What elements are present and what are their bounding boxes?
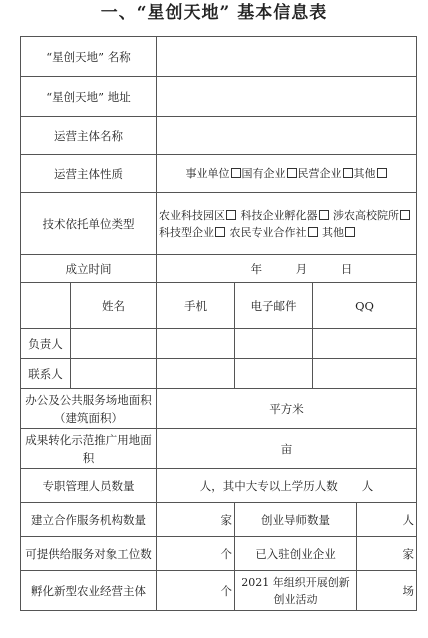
contact-person-phone[interactable]: [157, 359, 235, 389]
header-qq: QQ: [313, 283, 417, 329]
partner-label: 建立合作服务机构数量: [21, 503, 157, 537]
operator-nature-label: 运营主体性质: [21, 155, 157, 193]
page-title: 一、“星创天地” 基本信息表: [100, 3, 328, 23]
option-agri-park: 农业科技园区: [159, 208, 226, 222]
settled-label: 已入驻创业企业: [235, 537, 357, 571]
contact-person-qq[interactable]: [313, 359, 417, 389]
option-private: 民营企业: [297, 167, 342, 180]
founded-label: 成立时间: [21, 255, 157, 283]
checkbox[interactable]: [308, 227, 318, 237]
option-cooperative: 农民专业合作社: [229, 225, 307, 239]
staff-label: 专职管理人员数量: [21, 469, 157, 503]
checkbox[interactable]: [343, 168, 353, 178]
workstation-unit[interactable]: 个: [157, 537, 235, 571]
person-in-charge-label: 负责人: [21, 329, 71, 359]
blank-cell: [21, 283, 71, 329]
operator-name-label: 运营主体名称: [21, 117, 157, 155]
option-state-owned: 国有企业: [241, 167, 286, 180]
checkbox[interactable]: [231, 168, 241, 178]
staff-text: 人，其中大专以上学历人数: [199, 478, 338, 493]
contact-person-email[interactable]: [235, 359, 313, 389]
header-email: 电子邮件: [235, 283, 313, 329]
checkbox[interactable]: [377, 168, 387, 178]
checkbox[interactable]: [400, 210, 410, 220]
checkbox[interactable]: [319, 210, 329, 220]
address-field[interactable]: [157, 77, 417, 117]
staff-unit: 人: [361, 478, 374, 493]
option-other: 其他: [322, 225, 345, 239]
person-in-charge-name[interactable]: [71, 329, 157, 359]
day-unit: 日: [340, 261, 353, 276]
operator-name-field[interactable]: [157, 117, 417, 155]
info-table: [20, 36, 417, 611]
operator-nature-options: [157, 155, 417, 193]
incubated-label: 孵化新型农业经营主体: [21, 571, 157, 611]
month-unit: 月: [295, 261, 308, 276]
header-phone: 手机: [157, 283, 235, 329]
support-type-label: 技术依托单位类型: [21, 193, 157, 255]
workstation-label: 可提供给服务对象工位数: [21, 537, 157, 571]
demo-area-unit[interactable]: 亩: [157, 429, 417, 469]
support-type-options: [157, 193, 417, 255]
option-incubator: 科技企业孵化器: [240, 208, 318, 222]
name-field[interactable]: [157, 37, 417, 77]
demo-area-label: 成果转化示范推广用地面积: [21, 429, 157, 469]
address-label: “星创天地” 地址: [21, 77, 157, 117]
person-in-charge-qq[interactable]: [313, 329, 417, 359]
option-university: 涉农高校院所: [333, 208, 400, 222]
contact-person-label: 联系人: [21, 359, 71, 389]
year-unit: 年: [250, 261, 263, 276]
incubated-unit[interactable]: 个: [157, 571, 235, 611]
events-unit[interactable]: 场: [357, 571, 417, 611]
name-label: “星创天地” 名称: [21, 37, 157, 77]
staff-field[interactable]: [157, 469, 417, 503]
mentor-label: 创业导师数量: [235, 503, 357, 537]
office-area-label: 办公及公共服务场地面积（建筑面积）: [21, 389, 157, 429]
option-public-institution: 事业单位: [185, 167, 230, 180]
partner-unit[interactable]: 家: [157, 503, 235, 537]
checkbox[interactable]: [345, 227, 355, 237]
person-in-charge-email[interactable]: [235, 329, 313, 359]
header-name: 姓名: [71, 283, 157, 329]
contact-person-name[interactable]: [71, 359, 157, 389]
events-label: 2021 年组织开展创新创业活动: [235, 571, 357, 611]
person-in-charge-phone[interactable]: [157, 329, 235, 359]
checkbox[interactable]: [226, 210, 236, 220]
mentor-unit[interactable]: 人: [357, 503, 417, 537]
settled-unit[interactable]: 家: [357, 537, 417, 571]
office-area-unit[interactable]: 平方米: [157, 389, 417, 429]
checkbox[interactable]: [215, 227, 225, 237]
founded-date[interactable]: [157, 255, 417, 283]
option-tech-enterprise: 科技型企业: [159, 225, 215, 239]
option-other: 其他: [353, 167, 376, 180]
checkbox[interactable]: [287, 168, 297, 178]
